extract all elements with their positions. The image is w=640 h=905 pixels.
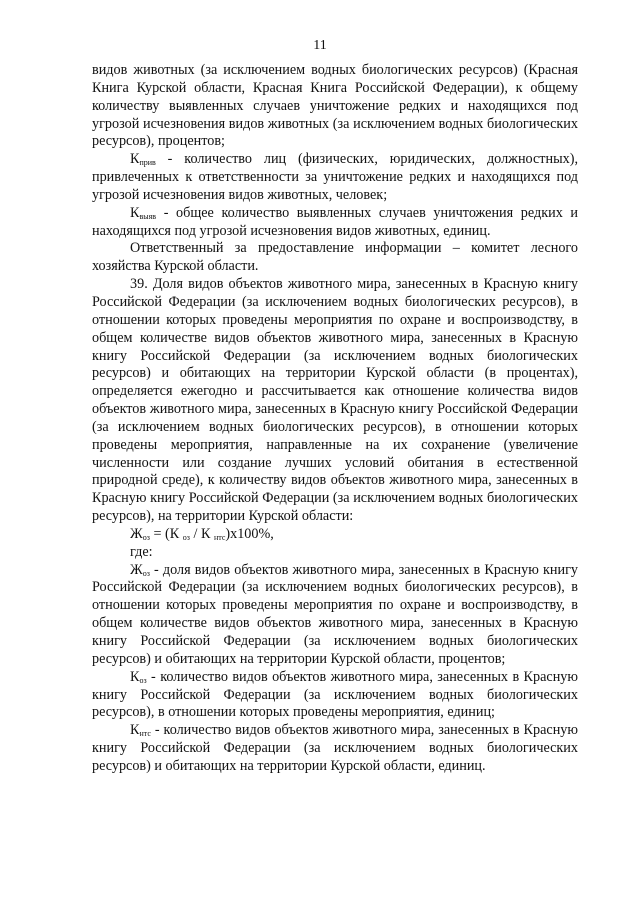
paragraph-k-priv: $К_{прив}$ - количество лиц (физических, юридических, должностных), привлеченных к ответственности за уничтожение редких и находящихся под угрозой исчезновения видов животных, человек;: [92, 151, 578, 203]
paragraph-k-vyyav: $К_{выяв}$ - общее количество выявленных случаев уничтожения редких и находящихся под угрозой исчезновения видов животных, единиц.: [92, 204, 578, 239]
paragraph-39: 39. Доля видов объектов животного мира, занесенных в Красную книгу Российской Федерации (за исключением водных биологических ресурсов), в отношении которых проведены мероприятия по охране и воспроизводству, в общем количестве видов объектов животного мира, занесенных в Красную книгу Российской Федерации (за исключением водных биологических ресурсов) и обитающих на территории Курской области (в процентах), определяется ежегодно и рассчитывается как отношение количества видов объектов животного мира, занесенных в Красную книгу Российской Федерации (за исключением водных биологических ресурсов), в отношении которых проведены мероприятия, направленные на их сохранение (увеличение численности или создание лучших условий обитания в естественной природной среде), к количеству видов объектов животного мира, занесенных в Красную книгу Российской Федерации (за исключением водных биологических ресурсов), на территории Курской области:: [92, 276, 578, 525]
paragraph-responsible: Ответственный за предоставление информации – комитет лесного хозяйства Курской области.: [92, 240, 578, 275]
page-number: 11: [313, 38, 327, 53]
where-label: где:: [130, 543, 153, 560]
symbol-k: К: [130, 722, 140, 739]
symbol-k: К: [130, 204, 140, 221]
subscript-vyyav: выяв: [139, 211, 157, 221]
paragraph-k-oz: $К_{оз}$ - количество видов объектов животного мира, занесенных в Красную книгу Российской Федерации (за исключением водных биологических ресурсов), в отношении которых проведены мероприятия, единиц;: [92, 668, 578, 721]
paragraph-k-nts: $К_{нтс}$ - количество видов объектов животного мира, занесенных в Красную книгу Российской Федерации (за исключением водных биологических ресурсов) и обитающих на территории Курской области, единиц.: [92, 722, 578, 774]
symbol-k: К: [130, 668, 140, 685]
symbol-zh: Ж: [130, 561, 143, 578]
subscript-priv: прив: [139, 158, 156, 168]
formula: $Ж_{оз} = (К$ $_{оз}$ / К $_{нтс}$)x100%,: [130, 525, 274, 542]
paragraph-continuation: видов животных (за исключением водных биологических ресурсов) (Красная Книга Курской области, Красная Книга Российской Федерации), к общему количеству выявленных случаев уничтожение редких и находящихся под угрозой исчезновения видов животных (за исключением водных биологических ресурсов), процентов;: [92, 62, 578, 150]
document-body: [92, 62, 578, 776]
paragraph-zh-oz: $Ж_{оз}$ - доля видов объектов животного мира, занесенных в Красную книгу Российской Федерации (за исключением водных биологических ресурсов), в отношении которых проведены мероприятия по охране и воспроизводству, в общем количестве видов объектов животного мира, занесенных в Красную книгу Российской Федерации (за исключением водных биологических ресурсов) и обитающих на территории Курской области, процентов;: [92, 561, 578, 667]
symbol-k: К: [130, 151, 140, 168]
